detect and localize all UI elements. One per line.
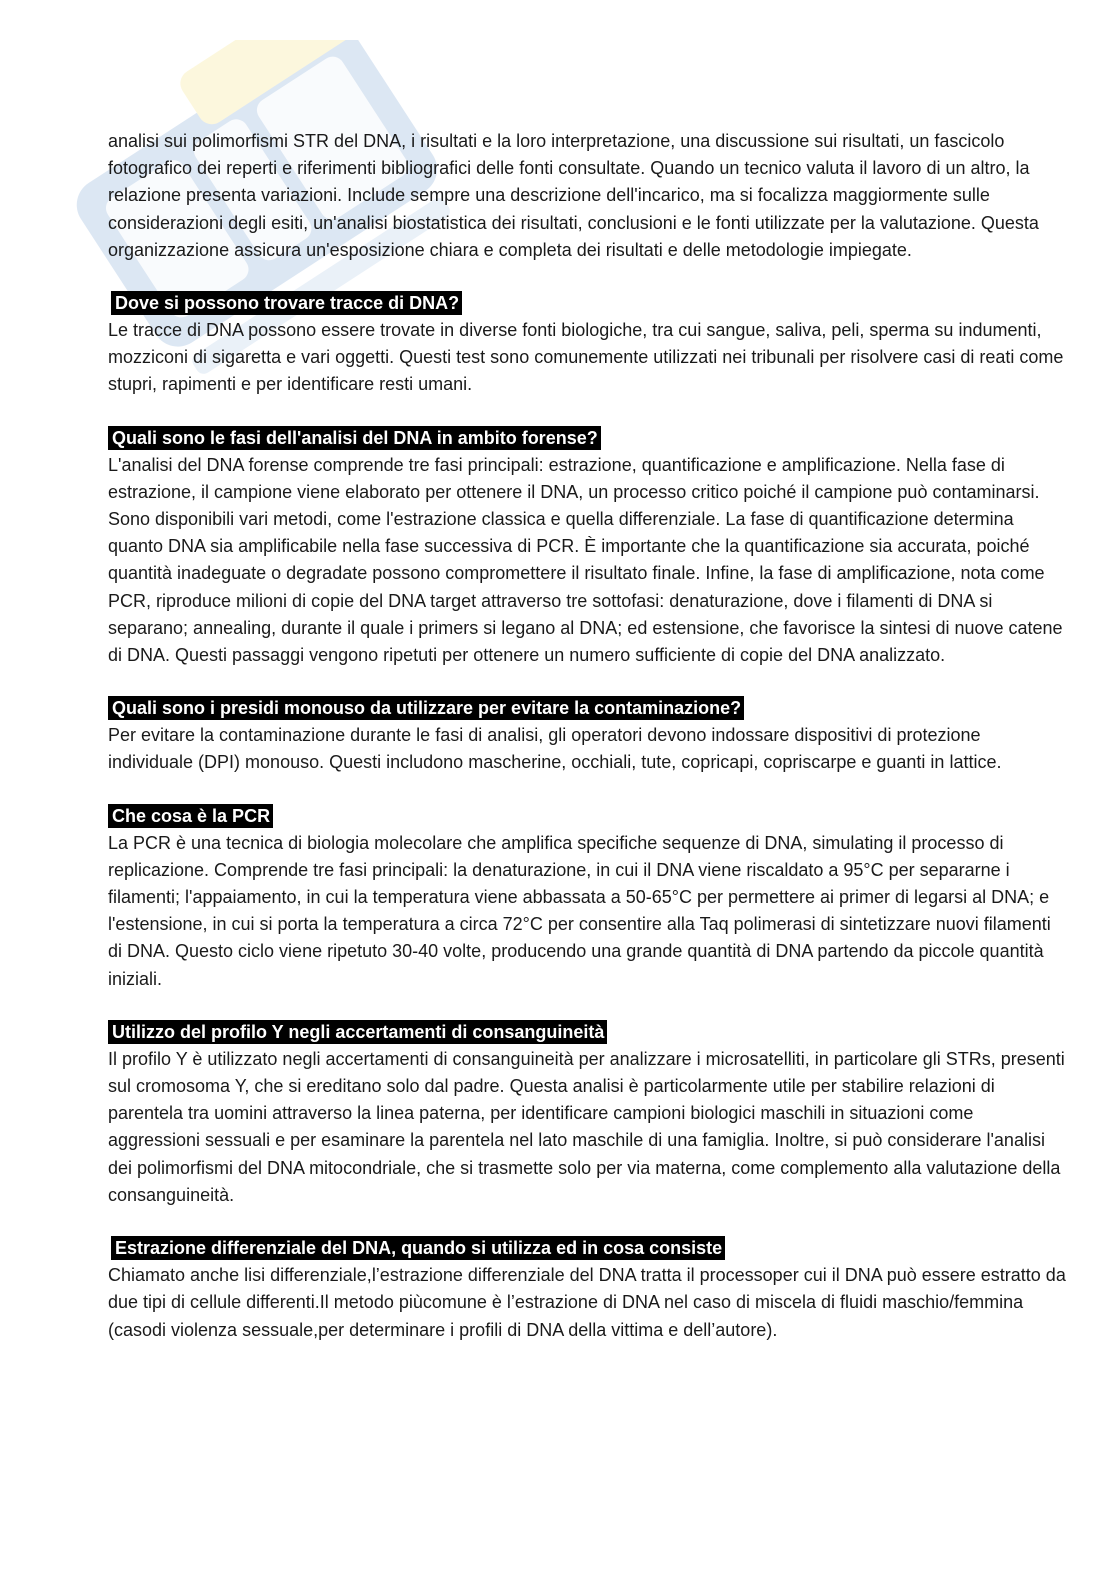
section-heading: Che cosa è la PCR	[108, 804, 273, 828]
document-page	[108, 128, 1068, 1344]
section-differential-extraction	[108, 1236, 1068, 1344]
section-dna-sources	[108, 291, 1068, 399]
section-body: La PCR è una tecnica di biologia molecolare che amplifica specifiche sequenze di DNA, simulating il processo di replicazione. Comprende tre fasi principali: la denaturazione, in cui il DNA viene riscaldato a 95°C per separarne i filamenti; l'appaiamento, in cui la temperatura viene abbassata a 50-65°C per permettere ai primer di legarsi al DNA; e l'estensione, in cui si porta la temperatura a circa 72°C per consentire alla Taq polimerasi di sintetizzare nuovi filamenti di DNA. Questo ciclo viene ripetuto 30-40 volte, producendo una grande quantità di DNA partendo da piccole quantità iniziali.	[108, 832, 1051, 989]
section-body: L'analisi del DNA forense comprende tre fasi principali: estrazione, quantificazione e amplificazione. Nella fase di estrazione, il campione viene elaborato per ottenere il DNA, un processo critico poiché il campione può contaminarsi. Sono disponibili vari metodi, come l'estrazione classica e quella differenziale. La fase di quantificazione determina quanto DNA sia amplificabile nella fase successiva di PCR. È importante che la quantificazione sia accurata, poiché quantità inadeguate o degradate possono compromettere il risultato finale. Infine, la fase di amplificazione, nota come PCR, riproduce milioni di copie del DNA target attraverso tre sottofasi: denaturazione, dove i filamenti di DNA si separano; annealing, durante il quale i primers si legano al DNA; ed estensione, che favorisce la sintesi di nuove catene di DNA. Questi passaggi vengono ripetuti per ottenere un numero sufficiente di copie del DNA analizzato.	[108, 454, 1063, 666]
section-disposable-devices	[108, 696, 1068, 776]
section-body: Le tracce di DNA possono essere trovate in diverse fonti biologiche, tra cui sangue, saliva, peli, sperma su indumenti, mozziconi di sigaretta e vari oggetti. Questi test sono comunemente utilizzati nei tribunali per risolvere casi di reati come stupri, rapimenti e per identificare resti umani.	[108, 320, 1064, 395]
section-forensic-phases	[108, 426, 1068, 670]
section-body: Per evitare la contaminazione durante le fasi di analisi, gli operatori devono indossare dispositivi di protezione individuale (DPI) monouso. Questi includono mascherine, occhiali, tute, copricapi, copriscarpe e guanti in lattice.	[108, 725, 1002, 773]
section-body: Il profilo Y è utilizzato negli accertamenti di consanguineità per analizzare i microsatelliti, in particolare gli STRs, presenti sul cromosoma Y, che si ereditano solo dal padre. Questa analisi è particolarmente utile per stabilire relazioni di parentela tra uomini attraverso la linea paterna, per identificare campioni biologici maschili in situazioni come aggressioni sessuali e per esaminare la parentela nel lato maschile di una famiglia. Inoltre, si può considerare l'analisi dei polimorfismi del DNA mitocondriale, che si trasmette solo per via materna, come complemento alla valutazione della consanguineità.	[108, 1048, 1065, 1205]
section-heading: Quali sono i presidi monouso da utilizzare per evitare la contaminazione?	[108, 696, 744, 720]
section-heading: Quali sono le fasi dell'analisi del DNA in ambito forense?	[108, 426, 601, 450]
section-heading: Estrazione differenziale del DNA, quando si utilizza ed in cosa consiste	[111, 1236, 725, 1260]
intro-paragraph: analisi sui polimorfismi STR del DNA, i risultati e la loro interpretazione, una discussione sui risultati, un fascicolo fotografico dei reperti e riferimenti bibliografici delle fonti consultate. Quando un tecnico valuta il lavoro di un altro, la relazione presenta variazioni. Include sempre una descrizione dell'incarico, ma si focalizza maggiormente sulle considerazioni degli esiti, un'analisi biostatistica dei risultati, conclusioni e le fonti utilizzate per la valutazione. Questa organizzazione assicura un'esposizione chiara e completa dei risultati e delle metodologie impiegate.	[108, 131, 1039, 260]
section-y-profile	[108, 1020, 1068, 1209]
section-body: Chiamato anche lisi differenziale,l’estrazione differenziale del DNA tratta il processoper cui il DNA può essere estratto da due tipi di cellule differenti.Il metodo piùcomune è l’estrazione di DNA nel caso di miscela di fluidi maschio/femmina (casodi violenza sessuale,per determinare i profili di DNA della vittima e dell’autore).	[108, 1265, 1066, 1340]
section-heading: Dove si possono trovare tracce di DNA?	[111, 291, 462, 315]
section-pcr	[108, 804, 1068, 993]
section-heading: Utilizzo del profilo Y negli accertamenti di consanguineità	[108, 1020, 607, 1044]
